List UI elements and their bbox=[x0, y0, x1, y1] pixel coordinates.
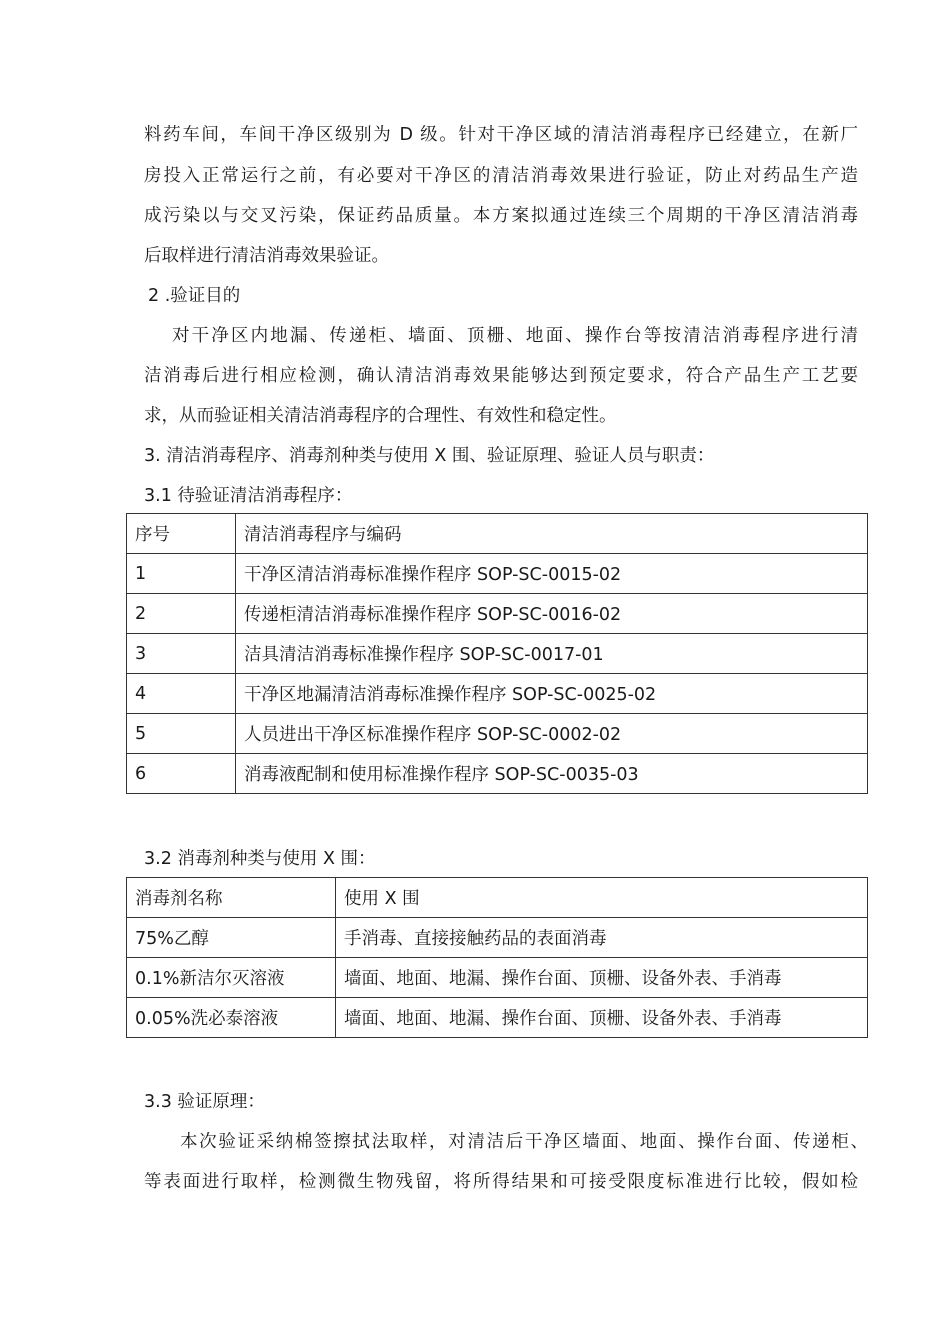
table-header-row bbox=[127, 514, 868, 554]
section-3-heading: 3. 清洁消毒程序、消毒剂种类与使用 X 围、验证原理、验证人员与职责： bbox=[144, 446, 715, 466]
section-3-3-line: 等表面进行取样，检测微生物残留，将所得结果和可接受限度标准进行比较，假如检 bbox=[144, 1172, 858, 1192]
intro-line: 后取样进行清洁消毒效果验证。 bbox=[144, 246, 389, 266]
section-3-3-line: 本次验证采纳棉签擦拭法取样，对清洁后干净区墙面、地面、操作台面、传递柜、 bbox=[180, 1132, 868, 1152]
table-cell: 干净区地漏清洁消毒标准操作程序 SOP-SC-0025-02 bbox=[236, 674, 868, 714]
table-header-cell: 序号 bbox=[127, 514, 236, 554]
table-row bbox=[127, 674, 868, 714]
table-header-cell: 消毒剂名称 bbox=[127, 878, 336, 918]
table-cell: 0.1%新洁尔灭溶液 bbox=[127, 958, 336, 998]
table-cell: 6 bbox=[127, 754, 236, 794]
intro-line: 料药车间，车间干净区级别为 D 级。针对干净区域的清洁消毒程序已经建立，在新厂 bbox=[144, 125, 858, 145]
table-row bbox=[127, 958, 868, 998]
table-cell: 传递柜清洁消毒标准操作程序 SOP-SC-0016-02 bbox=[236, 594, 868, 634]
table-cell: 消毒液配制和使用标准操作程序 SOP-SC-0035-03 bbox=[236, 754, 868, 794]
section-2-line: 对干净区内地漏、传递柜、墙面、顶栅、地面、操作台等按清洁消毒程序进行清 bbox=[172, 326, 858, 346]
table-cell: 墙面、地面、地漏、操作台面、顶栅、设备外表、手消毒 bbox=[336, 998, 868, 1038]
table-row bbox=[127, 714, 868, 754]
section-2-line: 求，从而验证相关清洁消毒程序的合理性、有效性和稳定性。 bbox=[144, 406, 617, 426]
table-header-cell: 清洁消毒程序与编码 bbox=[236, 514, 868, 554]
intro-line: 成污染以与交叉污染，保证药品质量。本方案拟通过连续三个周期的干净区清洁消毒 bbox=[144, 206, 858, 226]
intro-line: 房投入正常运行之前，有必要对干净区的清洁消毒效果进行验证，防止对药品生产造 bbox=[144, 166, 858, 186]
table-cell: 4 bbox=[127, 674, 236, 714]
disinfectant-table bbox=[126, 877, 868, 1038]
section-3-2-heading: 3.2 消毒剂种类与使用 X 围： bbox=[144, 849, 376, 869]
table-cell: 2 bbox=[127, 594, 236, 634]
table-row bbox=[127, 754, 868, 794]
table-row bbox=[127, 594, 868, 634]
table-cell: 人员进出干净区标准操作程序 SOP-SC-0002-02 bbox=[236, 714, 868, 754]
table-header-row bbox=[127, 878, 868, 918]
table-cell: 手消毒、直接接触药品的表面消毒 bbox=[336, 918, 868, 958]
table-cell: 75%乙醇 bbox=[127, 918, 336, 958]
sop-table bbox=[126, 513, 868, 794]
table-cell: 洁具清洁消毒标准操作程序 SOP-SC-0017-01 bbox=[236, 634, 868, 674]
table-row bbox=[127, 634, 868, 674]
table-cell: 3 bbox=[127, 634, 236, 674]
table-cell: 0.05%洗必泰溶液 bbox=[127, 998, 336, 1038]
section-3-3-heading: 3.3 验证原理： bbox=[144, 1092, 265, 1112]
section-2-heading: 2 .验证目的 bbox=[148, 286, 241, 306]
table-row bbox=[127, 554, 868, 594]
table-cell: 墙面、地面、地漏、操作台面、顶栅、设备外表、手消毒 bbox=[336, 958, 868, 998]
table-row bbox=[127, 918, 868, 958]
table-row bbox=[127, 998, 868, 1038]
section-2-line: 洁消毒后进行相应检测，确认清洁消毒效果能够达到预定要求，符合产品生产工艺要 bbox=[144, 366, 858, 386]
table-cell: 5 bbox=[127, 714, 236, 754]
table-cell: 干净区清洁消毒标准操作程序 SOP-SC-0015-02 bbox=[236, 554, 868, 594]
section-3-1-heading: 3.1 待验证清洁消毒程序： bbox=[144, 486, 353, 506]
table-header-cell: 使用 X 围 bbox=[336, 878, 868, 918]
table-cell: 1 bbox=[127, 554, 236, 594]
